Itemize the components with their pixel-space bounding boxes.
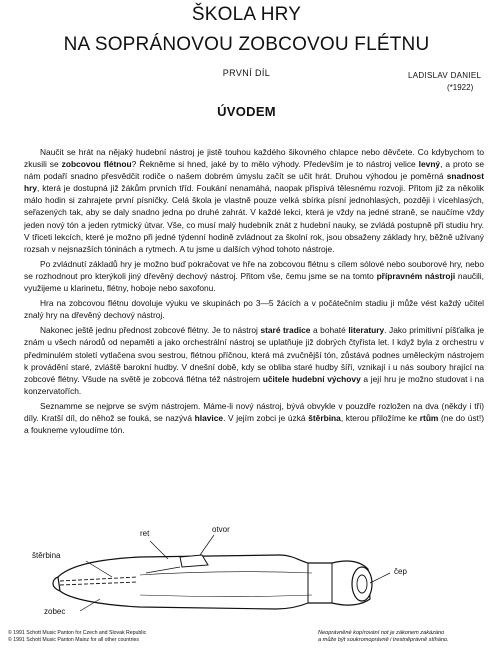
body-text [24,146,484,439]
paragraph [24,297,484,321]
recorder-drawing [30,525,490,620]
emphasis-term: zobcovou flétnou [61,159,132,170]
label-window: otvor [212,525,230,534]
emphasis-term: snadnost hry [24,171,484,194]
paragraph [24,324,484,397]
copying-warning [318,630,449,644]
text-run: (ne do úst!) a foukneme vyloudíme tón. [24,412,484,436]
book-title-line-2: NA SOPRÁNOVOU ZOBCOVOU FLÉTNU [63,34,430,55]
section-heading: ÚVODEM [217,104,276,119]
label-tenon: čep [394,567,407,576]
book-title-line-1: ŠKOLA HRY [191,4,302,25]
text-run: . V jejím zobci je úzká [223,412,309,423]
text-run: a její hru je možno studovat i na konzervatořích. [24,373,484,396]
paragraph [24,400,484,436]
text-run: Hra na zobcovou flétnu dovoluje výuku ve skupinách po 3—5 žácích a v počátečním stadiu ji může vést každý učitel znalý hry na dřevěný dechový nástroj. [24,298,484,321]
text-run: Po zvládnutí základů hry je možno buď pokračovat ve hře na zobcovou flétnu s cílem sólové nebo souborové hry, nebo se rozhodnout pro kterýkoli jiný dřevěný dechový nástroj. Přitom vše, čemu jsme se na tomto [24,258,484,281]
author-year: (*1922) [447,83,474,92]
label-lip: ret [140,529,150,538]
text-run: ? Řekněme si hned, jaké by to mělo výhody. Především je to nástroj velice [131,159,419,170]
text-run: . Jako primitivní píšťalka je znám u všech národů od nepaměti a jako orchestrální nástroj se uplatňuje již dobrých čtyřista let. I když byla z orchestru v předminulém století vytlačena svou sestrou, flétnou příčnou, která má zvučnější tón, zůstává podnes uměleckým nástrojem k provádění staré, zvláště barokní hudby. V dnešní době, kdy se obliba staré hudby šíří, vznikají i u nás soubory hrající na zobcové flétny. Všude na světě je zobcová flétna též nástrojem [24,325,484,384]
label-slit: štěrbina [32,551,61,560]
emphasis-term: učitele hudební výchovy [262,373,361,384]
text-run: naučili, využijeme u klarinetu, flétny, hoboje nebo saxofonu. [24,270,484,294]
warning-line-1: Neoprávněné kopírování not je zákonem zakázáno [318,630,445,636]
text-run: , která je dostupná již žákům prvních tříd. Foukání nenamáhá, naopak přispívá tělesnému rozvoji. Přitom již za několik málo hodin si zahrajete první písničky. Celá škola je vlastně pouze velká sbírka písní jednohlasých, později i vícehlasých, seřazených tak, aby se daly snadno jedna po druhé zahrát. V každé lekci, která je vždy na jedné straně, se naučíme vždy jeden nový tón a jeden rytmický útvar. Vše, co musí malý hudebník znát z hudební nauky, se zvládá postupně při studiu hry. V třiceti lekcích, které je možno při jedné týdenní hodině zvládnout za školní rok, jsou obsaženy základy hry, běžně užívaný rozsah v nejsnazších tóninách a rytmech. A tu jsme u dalších výhod tohoto nástroje. [24,183,484,254]
paragraph [24,258,484,294]
text-run: Naučit se hrát na nějaký hudební nástroj je jistě touhou každého šikovného chlapce nebo děvčete. Co kdybychom to zkusili se [24,147,484,170]
label-beak: zobec [44,607,66,616]
emphasis-term: literatury [348,325,385,336]
recorder-illustration [30,525,490,620]
emphasis-term: hlavice [194,412,224,423]
copyright-line-1: © 1991 Schott Music Panton for Czech and Slovak Republic [8,630,147,636]
emphasis-term: štěrbina [308,412,341,423]
copyright-notice [8,630,146,644]
emphasis-term: levný [418,159,441,170]
emphasis-term: staré tradice [260,325,311,336]
volume-label: PRVNÍ DÍL [222,68,271,78]
text-run: , a proto se nám podaří snadno přesvědčit rodiče o našem dobrém úmyslu začít se učit hrát. Druhou výhodou je poměrná [24,159,484,182]
text-run: Nakonec ještě jednu přednost zobcové flétny. Je to nástroj [40,325,261,336]
text-run: a bohaté [310,325,349,336]
copyright-line-2: © 1991 Schott Music Panton Mainz for all other countries [8,637,139,643]
text-run: Seznamme se nejprve se svým nástrojem. Máme-li nový nástroj, bývá obvykle v pouzdře rozložen na dva (někdy i tři) díly. Kratší díl, do něhož se fouká, se nazývá [24,400,484,423]
emphasis-term: přípravném nástroji [376,270,456,281]
warning-line-2: a může být soukromoprávně i trestněprávně stíháno. [318,637,449,643]
paragraph [24,146,484,255]
text-run: , kterou přiložíme ke [340,412,420,423]
emphasis-term: rtům [419,412,439,423]
author-name: LADISLAV DANIEL [408,71,482,80]
